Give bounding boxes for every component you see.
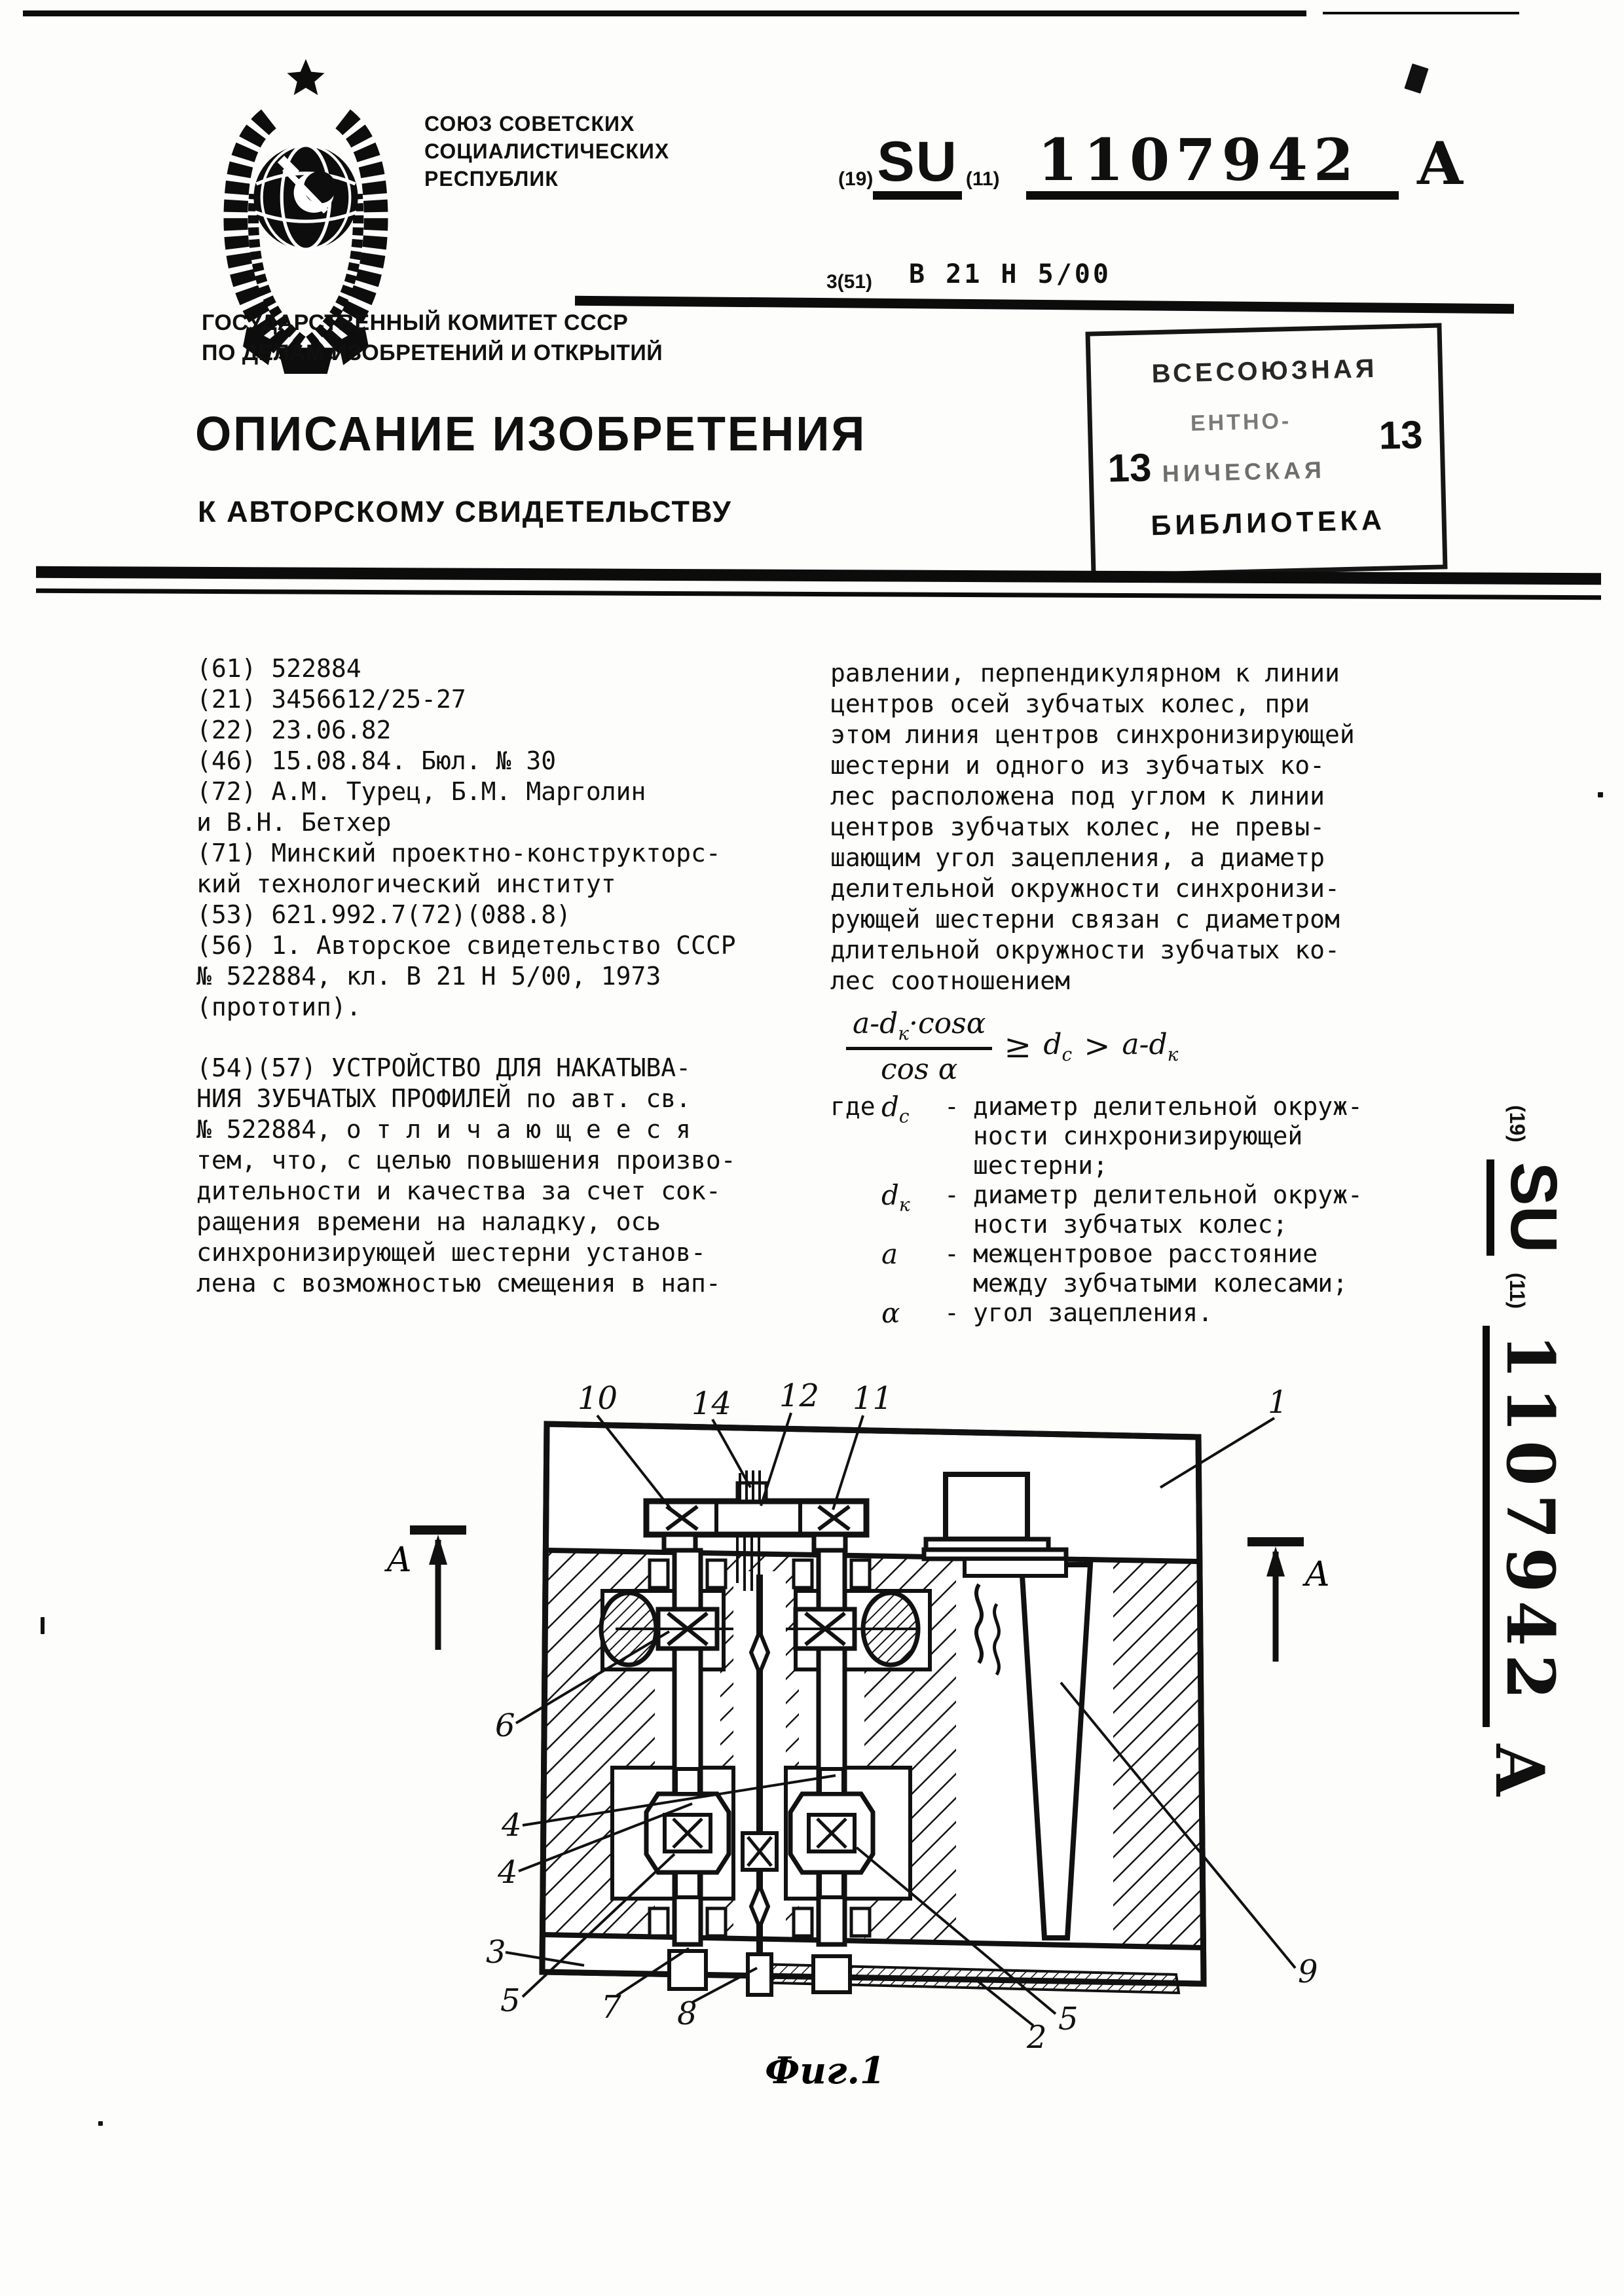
stamp-number-right: 13: [1378, 412, 1424, 458]
description-block: равлении, перпендикулярном к линии центров осей зубчатых колес, при этом линия центров синхронизирующей шестерни и одного из зубчатых ко- лес расположена под углом к линии центров зубчатых колес, не превы- шающим угол зацепления, а диаметр делительной окружности синхронизи- рующей шестерни связан с диаметром длительной окружности зубчатых ко- лес соотношением: [830, 659, 1355, 995]
publication-number: 1107942: [1483, 1326, 1563, 1727]
dash: -: [944, 1298, 959, 1327]
stamp-line: ВСЕСОЮЗНАЯ: [1151, 354, 1378, 389]
callout-9: 9: [1298, 1954, 1318, 1990]
claim-block: (54)(57) УСТРОЙСТВО ДЛЯ НАКАТЫВА- НИЯ ЗУБЧАТЫХ ПРОФИЛЕЙ по авт. св. № 522884, о т л и ч а ю щ е е с я тем, что, с целью повышения произво- дительности и качества за счет сок- ращения времени на наладку, ось синхронизирующей шестерни установ- лена с возможностью смещения в нап-: [196, 1053, 736, 1298]
code-11: (11): [965, 168, 1000, 190]
svg-text:А: А: [1304, 1555, 1331, 1594]
publication-number-block: [838, 126, 1463, 200]
definition-text: межцентровое расстояние между зубчатыми колесами;: [973, 1239, 1348, 1298]
union-caption: [424, 110, 669, 192]
callout-4a: 4: [502, 1807, 522, 1844]
callout-3: 3: [486, 1934, 506, 1971]
stamp-line: БИБЛИОТЕКА: [1150, 504, 1386, 542]
publication-number: 1107942: [1026, 131, 1399, 200]
scan-speck: [98, 2121, 103, 2126]
star-icon: [287, 59, 324, 95]
page-title: ОПИСАНИЕ ИЗОБРЕТЕНИЯ: [195, 407, 867, 461]
stamp-line: НИЧЕСКАЯ: [1162, 456, 1326, 487]
code-19: (19): [838, 168, 874, 190]
callout-2: 2: [1027, 2019, 1047, 2056]
header-rule-thin: [36, 589, 1601, 600]
committee-line: ПО ДЕЛАМ ИЗОБРЕТЕНИЙ И ОТКРЫТИЙ: [202, 340, 663, 365]
figure-1-drawing: [367, 1375, 1447, 2128]
union-caption-line: СОЮЗ СОВЕТСКИХ: [424, 112, 635, 136]
callout-11: 11: [853, 1380, 893, 1417]
stamp-line: ЕНТНО-: [1190, 409, 1292, 436]
code-19: (19): [1505, 1105, 1529, 1142]
dash: -: [944, 1180, 959, 1209]
document-kind: A: [1417, 129, 1463, 198]
callout-7: 7: [601, 1989, 621, 2026]
symbol-alpha: α: [881, 1297, 900, 1329]
ipc-code: В 21 Н 5/00: [909, 259, 1111, 289]
formula: [846, 1007, 1178, 1086]
definition-text: диаметр делительной окруж- ности зубчатых колес;: [973, 1180, 1363, 1239]
definition-row: [830, 1239, 1363, 1298]
where-lead: где: [830, 1092, 876, 1121]
symbol-dc: $d_c$: [881, 1091, 910, 1127]
dash: -: [944, 1092, 959, 1121]
definition-row: [830, 1180, 1363, 1239]
definition-text: диаметр делительной окруж- ности синхронизирующей шестерни;: [973, 1092, 1363, 1180]
callout-1: 1: [1268, 1384, 1288, 1421]
figure-caption: Фиг.1: [765, 2049, 885, 2092]
committee-name: [202, 308, 663, 368]
code-11: (11): [1505, 1272, 1529, 1309]
definition-text: угол зацепления.: [973, 1298, 1213, 1327]
scan-edge-dash: [1323, 12, 1519, 14]
vertical-publication-id: [1460, 1105, 1612, 1937]
machine-housing: [542, 1424, 1204, 1993]
scan-edge-line: [23, 10, 1306, 16]
symbol-dk: $d_к$: [881, 1179, 910, 1216]
dash: -: [944, 1239, 959, 1268]
formula-dc: $d_c$: [1043, 1028, 1073, 1065]
country-code: SU: [1486, 1159, 1566, 1256]
callout-14: 14: [692, 1385, 732, 1422]
scan-speck: [1598, 792, 1603, 797]
symbol-definitions: [830, 1092, 1363, 1337]
scan-speck: [1404, 64, 1428, 94]
symbol-a: a: [881, 1238, 898, 1270]
formula-denominator: cos α: [881, 1052, 958, 1086]
country-code: SU: [873, 134, 961, 200]
stamp-number-left: 13: [1107, 445, 1153, 490]
formula-numerator: $a-d_к\cdot\cos\alpha$: [846, 1007, 992, 1050]
callout-5-right: 5: [1058, 2001, 1079, 2037]
section-marker-right: [1247, 1537, 1330, 1662]
formula-gt: >: [1084, 1028, 1111, 1065]
union-caption-line: РЕСПУБЛИК: [424, 167, 559, 191]
scan-speck: [41, 1617, 45, 1634]
callout-4b: 4: [498, 1854, 518, 1891]
callout-8: 8: [677, 1995, 697, 2032]
callout-5-left: 5: [500, 1982, 521, 2019]
document-kind: A: [1480, 1744, 1559, 1796]
definition-row: [830, 1298, 1363, 1337]
section-marker-left: [384, 1525, 466, 1650]
page-subtitle: К АВТОРСКОМУ СВИДЕТЕЛЬСТВУ: [198, 495, 732, 528]
definition-row: [830, 1092, 1363, 1180]
svg-text:А: А: [386, 1540, 413, 1580]
ipc-prefix: 3(51): [826, 271, 873, 293]
figure-1: [367, 1375, 1447, 2130]
ipc-rule: [575, 296, 1514, 314]
formula-relation: ≥: [1004, 1027, 1032, 1066]
callout-6: 6: [495, 1707, 515, 1744]
union-caption-line: СОЦИАЛИСТИЧЕСКИХ: [424, 139, 670, 163]
callout-10: 10: [578, 1380, 618, 1417]
formula-fraction: [846, 1007, 992, 1086]
committee-line: ГОСУДАРСТВЕННЫЙ КОМИТЕТ СССР: [202, 310, 629, 335]
callout-12: 12: [779, 1377, 820, 1414]
biblio-block: (61) 522884 (21) 3456612/25-27 (22) 23.06.82 (46) 15.08.84. Бюл. № 30 (72) А.М. Турец, Б.М. Марголин и В.Н. Бетхер (71) Минский проектно-конструкторс- кий технологический институт (53) 621.992.7(72)(088.8) (56) 1. Авторское свидетельство СССР № 522884, кл. В 21 Н 5/00, 1973 (прототип).: [196, 654, 736, 1021]
library-stamp: [1085, 323, 1447, 577]
formula-tail: $a-d_к$: [1122, 1028, 1179, 1065]
